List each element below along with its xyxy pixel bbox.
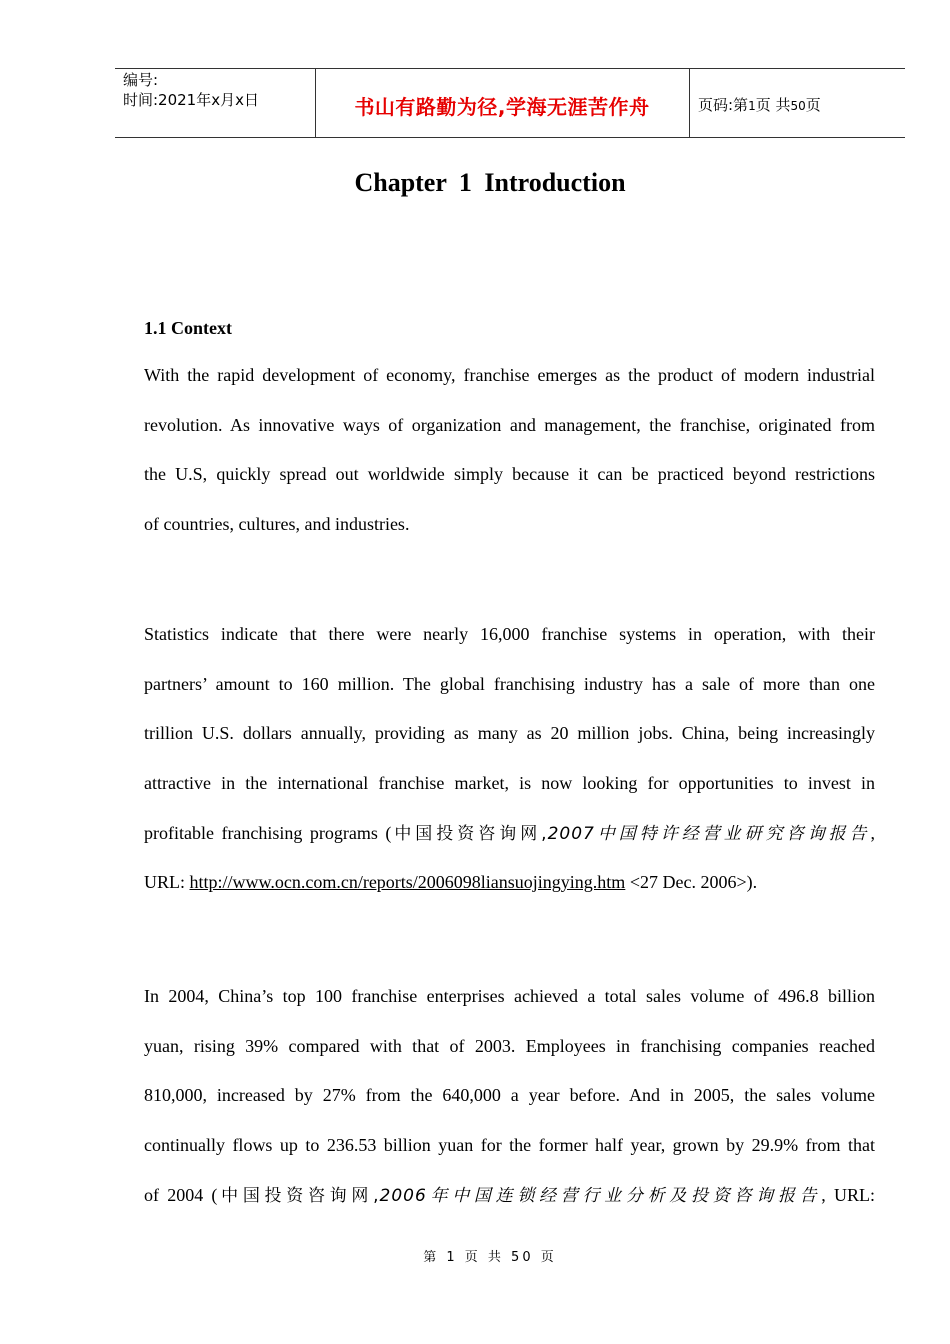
header-left-cell — [115, 69, 316, 137]
header-motto: 书山有路勤为径,学海无涯苦作舟 — [354, 95, 650, 119]
paragraph-line: of countries, cultures, and industries. — [144, 514, 410, 535]
citation-prefix: of 2004 ( — [144, 1184, 218, 1205]
paragraph-line: revolution. As innovative ways of organization and management, the franchise, originated from — [144, 414, 875, 435]
citation-suffix: , — [870, 822, 876, 843]
paragraph-line: Statistics indicate that there were nearly 16,000 franchise systems in operation, with their — [144, 624, 875, 644]
paragraph-1 — [144, 351, 875, 550]
citation-report-title: 2006年中国连锁经营行业分析及投资咨询报告 — [379, 1185, 822, 1206]
header-middle-cell — [315, 69, 690, 137]
header-page-info — [698, 94, 821, 115]
paragraph-3 — [144, 972, 875, 1220]
paragraph-2 — [144, 610, 875, 908]
paragraph-line: continually flows up to 236.53 billion yuan for the former half year, grown by 29.9% from that — [144, 1135, 875, 1156]
paragraph-line: 810,000, increased by 27% from the 640,000 a year before. And in 2005, the sales volume — [144, 1085, 875, 1106]
page-info-mid: 页 共 — [755, 96, 791, 114]
reference-link[interactable]: http://www.ocn.com.cn/reports/2006098liansuojingying.htm — [189, 872, 626, 893]
paragraph-line: With the rapid development of economy, franchise emerges as the product of modern industrial — [144, 365, 875, 385]
paragraph-line: trillion U.S. dollars annually, providing as many as 20 million jobs. China, being increasingly — [144, 723, 875, 744]
paragraph-line: In 2004, China’s top 100 franchise enterprises achieved a total sales volume of 496.8 billion — [144, 986, 875, 1006]
document-number-label: 编号: — [123, 71, 159, 89]
url-access-date: <27 Dec. 2006>). — [625, 872, 758, 893]
page-info-suffix: 页 — [805, 96, 821, 114]
paragraph-line-citation — [144, 1171, 875, 1221]
document-time-label: 时间:2021年x月x日 — [123, 91, 259, 109]
url-label: URL: — [144, 872, 190, 893]
citation-suffix: , URL: — [821, 1184, 875, 1205]
header-right-cell — [690, 69, 905, 137]
section-title: 1.1 Context — [144, 318, 232, 338]
page-info-prefix: 页码:第 — [698, 96, 749, 114]
page-footer: 第 1 页 共 50 页 — [423, 1250, 557, 1265]
chapter-title: Chapter 1 Introduction — [354, 168, 626, 197]
page-header — [115, 68, 905, 138]
paragraph-line: yuan, rising 39% compared with that of 2003. Employees in franchising companies reached — [144, 1035, 875, 1056]
paragraph-line: partners’ amount to 160 million. The global franchising industry has a sale of more than one — [144, 673, 875, 694]
paragraph-line: the U.S, quickly spread out worldwide simply because it can be practiced beyond restrictions — [144, 464, 875, 485]
citation-prefix: profitable franchising programs ( — [144, 822, 392, 843]
citation-source: 中国投资咨询网, — [391, 823, 548, 844]
paragraph-line-url — [144, 858, 875, 908]
citation-report-title: 2007中国特许经营业研究咨询报告 — [547, 823, 871, 844]
paragraph-line-citation — [144, 809, 875, 859]
page-total-number: 50 — [790, 99, 806, 113]
paragraph-line: attractive in the international franchise market, is now looking for opportunities to invest in — [144, 773, 875, 794]
page-current-number: 1 — [748, 99, 756, 113]
citation-source: 中国投资咨询网, — [217, 1185, 380, 1206]
